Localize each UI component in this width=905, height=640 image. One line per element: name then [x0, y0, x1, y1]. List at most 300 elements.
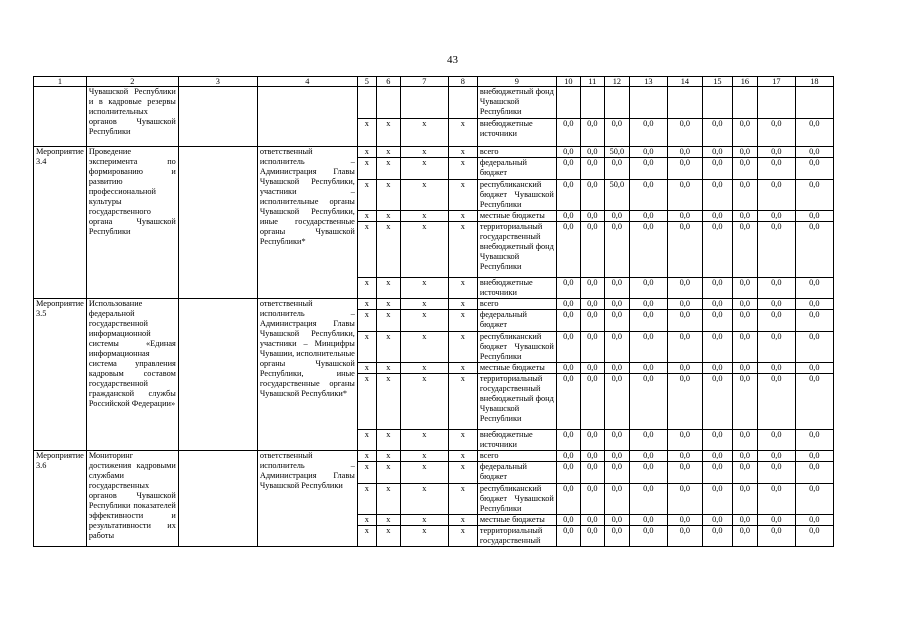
value-cell: 0,0: [556, 374, 580, 430]
value-cell: 0,0: [580, 158, 604, 180]
x-mark: x: [357, 451, 376, 462]
value-cell: 0,0: [702, 278, 732, 299]
value-cell: 0,0: [667, 430, 702, 451]
funding-source: территориальный государственный внебюджетный фонд Чувашской Республики: [477, 374, 556, 430]
value-cell: 0,0: [757, 278, 795, 299]
value-cell: 0,0: [732, 158, 757, 180]
empty-cell: [757, 87, 795, 119]
value-cell: 0,0: [580, 278, 604, 299]
x-mark: x: [448, 158, 477, 180]
value-cell: 0,0: [580, 374, 604, 430]
x-mark: x: [376, 451, 400, 462]
x-mark: x: [357, 484, 376, 515]
value-cell: 0,0: [795, 119, 833, 147]
value-cell: 0,0: [732, 526, 757, 547]
x-mark: x: [400, 363, 448, 374]
value-cell: 0,0: [732, 278, 757, 299]
value-cell: 0,0: [667, 222, 702, 278]
empty-cell: [178, 451, 257, 547]
x-mark: x: [400, 515, 448, 526]
value-cell: 0,0: [580, 119, 604, 147]
column-header: 16: [732, 77, 757, 87]
x-mark: x: [357, 299, 376, 310]
funding-source: местные бюджеты: [477, 515, 556, 526]
funding-source: федеральный бюджет: [477, 158, 556, 180]
value-cell: 0,0: [629, 462, 667, 484]
table-row: [34, 451, 834, 462]
column-header: 8: [448, 77, 477, 87]
value-cell: 0,0: [757, 430, 795, 451]
value-cell: 0,0: [732, 484, 757, 515]
value-cell: 0,0: [732, 211, 757, 222]
measure-executor: ответственный исполнитель – Администрация Главы Чувашской Республики, участники – Минцифры Чувашии, исполнительные органы Чувашской Республики, иные государственные органы Чувашской Республики*: [257, 299, 357, 451]
value-cell: 0,0: [629, 299, 667, 310]
column-header: 17: [757, 77, 795, 87]
column-header: 5: [357, 77, 376, 87]
funding-source: республиканский бюджет Чувашской Республики: [477, 332, 556, 363]
value-cell: 0,0: [757, 484, 795, 515]
value-cell: 0,0: [667, 374, 702, 430]
x-mark: x: [357, 374, 376, 430]
value-cell: 0,0: [732, 451, 757, 462]
value-cell: 0,0: [580, 147, 604, 158]
funding-source: местные бюджеты: [477, 211, 556, 222]
value-cell: 0,0: [629, 211, 667, 222]
measure-executor: ответственный исполнитель – Администрация Главы Чувашской Республики: [257, 451, 357, 547]
value-cell: 0,0: [795, 484, 833, 515]
x-mark: x: [448, 180, 477, 211]
x-mark: x: [357, 147, 376, 158]
x-mark: x: [376, 484, 400, 515]
value-cell: 0,0: [556, 211, 580, 222]
program-finance-table: [33, 76, 834, 547]
value-cell: 0,0: [795, 278, 833, 299]
x-mark: x: [376, 180, 400, 211]
value-cell: 0,0: [629, 374, 667, 430]
value-cell: 0,0: [667, 299, 702, 310]
x-mark: x: [448, 451, 477, 462]
empty-cell: [702, 87, 732, 119]
value-cell: 0,0: [580, 332, 604, 363]
funding-source: внебюджетный фонд Чувашской Республики: [477, 87, 556, 119]
value-cell: 0,0: [580, 299, 604, 310]
value-cell: 0,0: [732, 119, 757, 147]
value-cell: 0,0: [702, 299, 732, 310]
value-cell: 0,0: [732, 515, 757, 526]
x-mark: x: [376, 222, 400, 278]
x-mark: x: [357, 526, 376, 547]
x-mark: x: [357, 158, 376, 180]
measure-title: Чувашской Республики и в кадровые резервы исполнительных органов Чувашской Республики: [86, 87, 178, 147]
column-header: 1: [34, 77, 87, 87]
value-cell: 0,0: [580, 451, 604, 462]
funding-source: федеральный бюджет: [477, 462, 556, 484]
column-header: 15: [702, 77, 732, 87]
measure-code: [34, 87, 87, 147]
x-mark: x: [400, 484, 448, 515]
x-mark: x: [448, 332, 477, 363]
value-cell: 0,0: [757, 451, 795, 462]
table-row: [34, 87, 834, 119]
column-header: 7: [400, 77, 448, 87]
x-mark: x: [448, 310, 477, 332]
value-cell: 0,0: [604, 462, 629, 484]
value-cell: 0,0: [604, 119, 629, 147]
value-cell: 0,0: [795, 180, 833, 211]
funding-source: республиканский бюджет Чувашской Республики: [477, 484, 556, 515]
x-mark: x: [376, 363, 400, 374]
value-cell: 0,0: [604, 430, 629, 451]
value-cell: 0,0: [667, 515, 702, 526]
value-cell: 0,0: [580, 211, 604, 222]
value-cell: 0,0: [556, 332, 580, 363]
table-row: [34, 147, 834, 158]
value-cell: 0,0: [757, 310, 795, 332]
x-mark: x: [448, 211, 477, 222]
funding-source: всего: [477, 299, 556, 310]
value-cell: 0,0: [629, 147, 667, 158]
value-cell: 0,0: [732, 147, 757, 158]
funding-source: территориальный государственный: [477, 526, 556, 547]
x-mark: x: [448, 374, 477, 430]
value-cell: 0,0: [629, 222, 667, 278]
x-mark: x: [400, 374, 448, 430]
value-cell: 0,0: [757, 515, 795, 526]
funding-source: внебюджетные источники: [477, 430, 556, 451]
funding-source: местные бюджеты: [477, 363, 556, 374]
value-cell: 0,0: [556, 363, 580, 374]
value-cell: 0,0: [556, 310, 580, 332]
x-mark: x: [448, 462, 477, 484]
value-cell: 0,0: [732, 363, 757, 374]
x-mark: x: [357, 119, 376, 147]
x-mark: x: [448, 515, 477, 526]
x-mark: x: [448, 278, 477, 299]
column-header: 12: [604, 77, 629, 87]
value-cell: 0,0: [702, 180, 732, 211]
x-mark: x: [376, 147, 400, 158]
x-mark: x: [357, 430, 376, 451]
x-mark: x: [376, 158, 400, 180]
value-cell: 0,0: [604, 222, 629, 278]
empty-cell: [732, 87, 757, 119]
x-mark: x: [400, 222, 448, 278]
x-mark: x: [400, 310, 448, 332]
value-cell: 0,0: [556, 147, 580, 158]
measure-title: Мониторинг достижения кадровыми службами государственных органов Чувашской Республики показателей эффективности и результативности их работы: [86, 451, 178, 547]
x-mark: x: [376, 374, 400, 430]
value-cell: 0,0: [580, 515, 604, 526]
value-cell: 0,0: [702, 515, 732, 526]
empty-cell: [178, 147, 257, 299]
column-header: 13: [629, 77, 667, 87]
value-cell: 0,0: [702, 430, 732, 451]
value-cell: 0,0: [757, 462, 795, 484]
value-cell: 0,0: [795, 526, 833, 547]
x-mark: x: [376, 462, 400, 484]
value-cell: 0,0: [556, 462, 580, 484]
value-cell: 0,0: [732, 180, 757, 211]
value-cell: 0,0: [667, 451, 702, 462]
value-cell: 0,0: [702, 147, 732, 158]
value-cell: 0,0: [757, 180, 795, 211]
value-cell: 0,0: [667, 462, 702, 484]
x-mark: x: [448, 430, 477, 451]
value-cell: 0,0: [604, 310, 629, 332]
value-cell: 0,0: [732, 222, 757, 278]
value-cell: 50,0: [604, 180, 629, 211]
value-cell: 50,0: [604, 147, 629, 158]
value-cell: 0,0: [667, 147, 702, 158]
x-mark: x: [448, 147, 477, 158]
value-cell: 0,0: [667, 158, 702, 180]
table-row: [34, 299, 834, 310]
value-cell: 0,0: [556, 158, 580, 180]
value-cell: 0,0: [702, 484, 732, 515]
value-cell: 0,0: [667, 310, 702, 332]
value-cell: 0,0: [702, 310, 732, 332]
funding-source: всего: [477, 451, 556, 462]
value-cell: 0,0: [604, 211, 629, 222]
column-header: 10: [556, 77, 580, 87]
empty-cell: [629, 87, 667, 119]
value-cell: 0,0: [667, 211, 702, 222]
value-cell: 0,0: [702, 462, 732, 484]
value-cell: 0,0: [629, 310, 667, 332]
x-mark: x: [448, 484, 477, 515]
x-mark: x: [357, 211, 376, 222]
value-cell: 0,0: [604, 526, 629, 547]
value-cell: 0,0: [702, 451, 732, 462]
value-cell: 0,0: [604, 299, 629, 310]
value-cell: 0,0: [795, 158, 833, 180]
value-cell: 0,0: [667, 278, 702, 299]
empty-cell: [400, 87, 448, 119]
value-cell: 0,0: [629, 158, 667, 180]
value-cell: 0,0: [667, 332, 702, 363]
value-cell: 0,0: [604, 332, 629, 363]
x-mark: x: [376, 119, 400, 147]
value-cell: 0,0: [580, 484, 604, 515]
value-cell: 0,0: [732, 299, 757, 310]
value-cell: 0,0: [629, 451, 667, 462]
funding-source: внебюджетные источники: [477, 278, 556, 299]
x-mark: x: [357, 462, 376, 484]
value-cell: 0,0: [757, 299, 795, 310]
value-cell: 0,0: [795, 332, 833, 363]
empty-cell: [556, 87, 580, 119]
measure-executor: ответственный исполнитель – Администрация Главы Чувашской Республики, участники – исполнительные органы Чувашской Республики, иные государственные органы Чувашской Республики*: [257, 147, 357, 299]
value-cell: 0,0: [732, 430, 757, 451]
column-header: 6: [376, 77, 400, 87]
value-cell: 0,0: [604, 451, 629, 462]
column-header: 4: [257, 77, 357, 87]
measure-executor: [257, 87, 357, 147]
x-mark: x: [376, 278, 400, 299]
x-mark: x: [400, 451, 448, 462]
x-mark: x: [376, 310, 400, 332]
x-mark: x: [376, 211, 400, 222]
value-cell: 0,0: [556, 526, 580, 547]
value-cell: 0,0: [556, 451, 580, 462]
value-cell: 0,0: [732, 332, 757, 363]
x-mark: x: [400, 158, 448, 180]
funding-source: внебюджетные источники: [477, 119, 556, 147]
x-mark: x: [376, 526, 400, 547]
x-mark: x: [400, 430, 448, 451]
empty-cell: [604, 87, 629, 119]
funding-source: республиканский бюджет Чувашской Республики: [477, 180, 556, 211]
x-mark: x: [376, 515, 400, 526]
empty-cell: [178, 87, 257, 147]
value-cell: 0,0: [629, 515, 667, 526]
measure-code: Мероприятие 3.4: [34, 147, 87, 299]
x-mark: x: [357, 332, 376, 363]
value-cell: 0,0: [795, 211, 833, 222]
x-mark: x: [448, 222, 477, 278]
x-mark: x: [357, 515, 376, 526]
value-cell: 0,0: [629, 484, 667, 515]
value-cell: 0,0: [580, 526, 604, 547]
x-mark: x: [357, 222, 376, 278]
value-cell: 0,0: [556, 515, 580, 526]
x-mark: x: [400, 332, 448, 363]
x-mark: x: [357, 310, 376, 332]
measure-title: Использование федеральной государственной информационной системы «Единая информационная система управления кадровым составом государственной гражданской службы Российской Федерации»: [86, 299, 178, 451]
value-cell: 0,0: [629, 180, 667, 211]
value-cell: 0,0: [629, 363, 667, 374]
value-cell: 0,0: [629, 278, 667, 299]
x-mark: x: [448, 119, 477, 147]
value-cell: 0,0: [757, 211, 795, 222]
page-number: 43: [447, 54, 458, 66]
empty-cell: [580, 87, 604, 119]
value-cell: 0,0: [795, 451, 833, 462]
value-cell: 0,0: [757, 363, 795, 374]
value-cell: 0,0: [667, 180, 702, 211]
value-cell: 0,0: [667, 484, 702, 515]
value-cell: 0,0: [795, 310, 833, 332]
measure-title: Проведение эксперимента по формированию и развитию профессиональной культуры государственного органа Чувашской Республики: [86, 147, 178, 299]
value-cell: 0,0: [580, 222, 604, 278]
x-mark: x: [400, 462, 448, 484]
x-mark: x: [400, 299, 448, 310]
empty-cell: [448, 87, 477, 119]
x-mark: x: [400, 119, 448, 147]
value-cell: 0,0: [757, 158, 795, 180]
value-cell: 0,0: [702, 211, 732, 222]
x-mark: x: [400, 147, 448, 158]
x-mark: x: [357, 278, 376, 299]
value-cell: 0,0: [732, 374, 757, 430]
value-cell: 0,0: [795, 515, 833, 526]
value-cell: 0,0: [667, 363, 702, 374]
value-cell: 0,0: [702, 332, 732, 363]
value-cell: 0,0: [604, 363, 629, 374]
column-header: 18: [795, 77, 833, 87]
empty-cell: [667, 87, 702, 119]
funding-source: федеральный бюджет: [477, 310, 556, 332]
empty-cell: [795, 87, 833, 119]
value-cell: 0,0: [667, 526, 702, 547]
value-cell: 0,0: [795, 299, 833, 310]
empty-cell: [357, 87, 376, 119]
value-cell: 0,0: [556, 484, 580, 515]
x-mark: x: [400, 526, 448, 547]
value-cell: 0,0: [757, 119, 795, 147]
value-cell: 0,0: [556, 299, 580, 310]
value-cell: 0,0: [795, 222, 833, 278]
value-cell: 0,0: [604, 374, 629, 430]
value-cell: 0,0: [732, 310, 757, 332]
value-cell: 0,0: [556, 222, 580, 278]
value-cell: 0,0: [604, 484, 629, 515]
value-cell: 0,0: [795, 430, 833, 451]
column-header: 11: [580, 77, 604, 87]
x-mark: x: [400, 211, 448, 222]
value-cell: 0,0: [556, 180, 580, 211]
x-mark: x: [357, 180, 376, 211]
x-mark: x: [400, 278, 448, 299]
value-cell: 0,0: [629, 332, 667, 363]
x-mark: x: [400, 180, 448, 211]
value-cell: 0,0: [757, 147, 795, 158]
x-mark: x: [357, 363, 376, 374]
value-cell: 0,0: [629, 430, 667, 451]
value-cell: 0,0: [795, 363, 833, 374]
value-cell: 0,0: [604, 515, 629, 526]
value-cell: 0,0: [757, 374, 795, 430]
value-cell: 0,0: [604, 278, 629, 299]
measure-code: Мероприятие 3.6: [34, 451, 87, 547]
value-cell: 0,0: [702, 374, 732, 430]
funding-source: всего: [477, 147, 556, 158]
value-cell: 0,0: [556, 278, 580, 299]
value-cell: 0,0: [604, 158, 629, 180]
column-header: 14: [667, 77, 702, 87]
value-cell: 0,0: [580, 310, 604, 332]
value-cell: 0,0: [702, 363, 732, 374]
value-cell: 0,0: [702, 222, 732, 278]
x-mark: x: [448, 526, 477, 547]
value-cell: 0,0: [556, 119, 580, 147]
value-cell: 0,0: [757, 222, 795, 278]
value-cell: 0,0: [795, 147, 833, 158]
value-cell: 0,0: [702, 158, 732, 180]
value-cell: 0,0: [795, 462, 833, 484]
x-mark: x: [376, 332, 400, 363]
column-header: 9: [477, 77, 556, 87]
value-cell: 0,0: [629, 119, 667, 147]
empty-cell: [178, 299, 257, 451]
column-header: 2: [86, 77, 178, 87]
value-cell: 0,0: [556, 430, 580, 451]
funding-source: территориальный государственный внебюджетный фонд Чувашской Республики: [477, 222, 556, 278]
measure-code: Мероприятие 3.5: [34, 299, 87, 451]
value-cell: 0,0: [795, 374, 833, 430]
value-cell: 0,0: [732, 462, 757, 484]
x-mark: x: [376, 430, 400, 451]
x-mark: x: [376, 299, 400, 310]
value-cell: 0,0: [702, 119, 732, 147]
value-cell: 0,0: [702, 526, 732, 547]
header-row: [34, 77, 834, 87]
value-cell: 0,0: [580, 462, 604, 484]
value-cell: 0,0: [629, 526, 667, 547]
value-cell: 0,0: [757, 526, 795, 547]
empty-cell: [376, 87, 400, 119]
value-cell: 0,0: [580, 363, 604, 374]
